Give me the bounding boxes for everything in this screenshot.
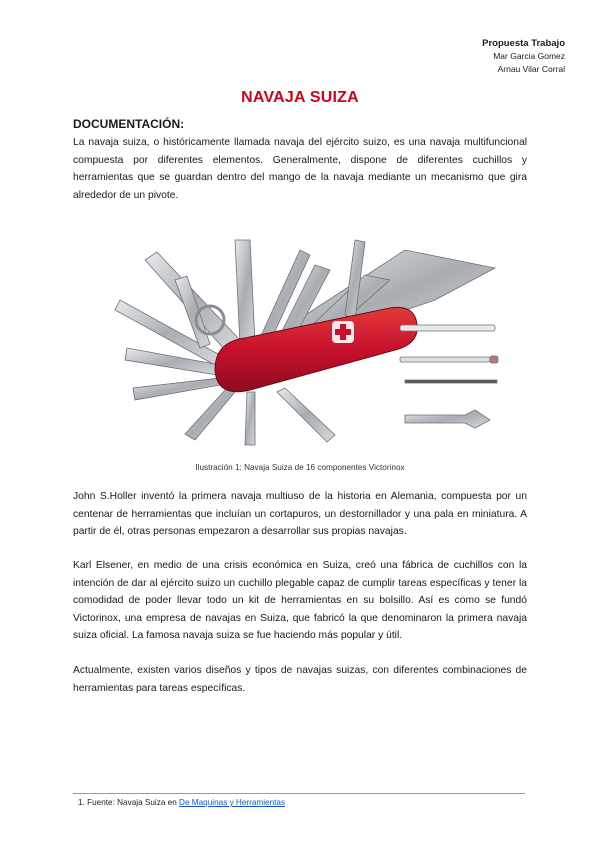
intro-paragraph: La navaja suiza, o históricamente llamada navaja del ejército suizo, es una navaja multifuncional compuesta por diferentes elementos. Generalmente, dispone de diferentes cuchillos y herramientas que se guardan dentro del mango de la navaja mediante un mecanismo que gira alrededor de un pivote. — [73, 137, 527, 201]
header-project-title: Propuesta Trabajo — [482, 38, 565, 49]
header-author-2: Arnau Vilar Corral — [497, 64, 565, 74]
section-heading: DOCUMENTACIÓN: — [73, 117, 185, 131]
swiss-army-knife-illustration — [105, 220, 505, 450]
elsener-paragraph: Karl Elsener, en medio de una crisis económica en Suiza, creó una fábrica de cuchillos con la intención de dar al ejército suizo un cuchillo plegable capaz de cumplir tareas específicas y tener la comodidad de poder llevar todo un kit de herramientas en su bolsillo. Así es como se fundó Victorinox, una empresa de navajas en Suiza, que fabricó la que denominaron la primera navaja suiza oficial. La famosa navaja suiza se fue haciendo más popular y útil. — [73, 560, 527, 642]
figure-caption: Ilustración 1: Navaja Suiza de 16 componentes Victorinox — [195, 463, 405, 472]
holler-paragraph: John S.Holler inventó la primera navaja multiuso de la historia en Alemania, compuesta por un centenar de herramientas que incluían un cortapuros, un destornillador y una pala en miniatura. A partir de él, otras personas empezaron a desarrollar sus propias navajas. — [73, 491, 527, 538]
footnote-text: 1. Fuente: Navaja Suiza en — [78, 798, 180, 807]
document-header — [482, 37, 565, 76]
footnote-source-link[interactable]: De Maquinas y Herramientas — [179, 798, 286, 807]
current-designs-paragraph: Actualmente, existen varios diseños y tipos de navajas suizas, con diferentes combinaciones de herramientas para tareas específicas. — [73, 665, 527, 694]
header-author-1: Mar Garcia Gomez — [493, 51, 565, 61]
knife-drawing — [105, 220, 505, 450]
footnote-divider — [73, 793, 525, 794]
footnote — [78, 798, 285, 807]
page-title: NAVAJA SUIZA — [241, 89, 359, 106]
